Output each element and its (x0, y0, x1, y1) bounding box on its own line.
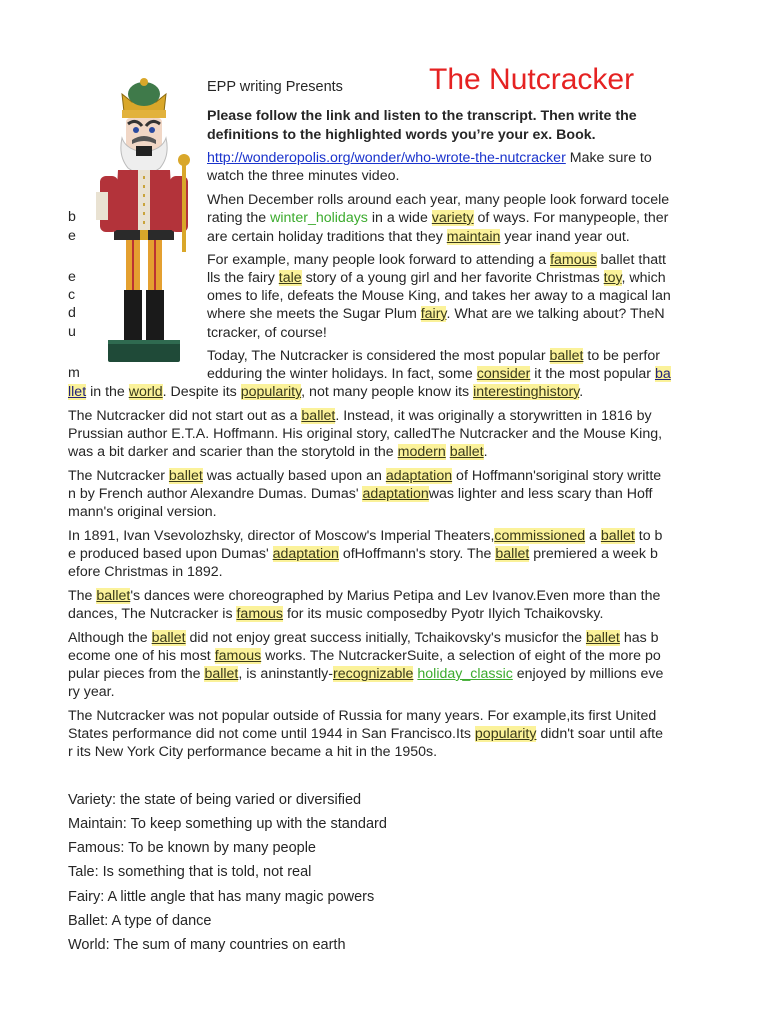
page-title: The Nutcracker (429, 63, 635, 96)
definition-item: Ballet: A type of dance (68, 913, 212, 929)
p9-line-1: The Nutcracker was not popular outside of Russia for many years. For example,its first United (68, 708, 657, 724)
margin-letter: d (68, 305, 76, 321)
highlighted-word: adaptation (385, 468, 453, 484)
definition-item: Tale: Is something that is told, not real (68, 864, 312, 880)
highlighted-word: tale (278, 270, 302, 286)
highlighted-word: world (128, 384, 163, 400)
definition-item: Variety: the state of being varied or diversified (68, 792, 362, 808)
p1-line-3: are certain holiday traditions that they maintain year inand year out. (207, 229, 630, 245)
p6-line-2: e produced based upon Dumas' adaptation ofHoffmann's story. The ballet premiered a week b (68, 546, 658, 562)
p5-line-1: The Nutcracker ballet was actually based upon an adaptation of Hoffmann'soriginal story writte (68, 468, 662, 484)
p5-line-2: n by French author Alexandre Dumas. Dumas' adaptationwas lighter and less scary than Hoff (68, 486, 653, 502)
green-text: holiday_classic (417, 666, 513, 682)
p9-line-2: States performance did not come until 1944 in San Francisco.Its popularity didn't soar until afte (68, 726, 663, 742)
margin-letter: u (68, 324, 76, 340)
highlighted-word: ballet (449, 444, 484, 460)
p3-line-2: edduring the winter holidays. In fact, some consider it the most popular ba (207, 366, 671, 382)
p2-line-5: tcracker, of course! (207, 325, 327, 341)
p6-line-1: In 1891, Ivan Vsevolozhsky, director of Moscow's Imperial Theaters,commissioned a ballet to b (68, 528, 663, 544)
definition-item: Maintain: To keep something up with the standard (68, 816, 387, 832)
highlighted-word: consider (476, 366, 531, 382)
highlighted-word: ballet (168, 468, 203, 484)
highlighted-word: interestinghistory (473, 384, 580, 400)
p3-line-3: llet in the world. Despite its popularity, not many people know its interestinghistory. (68, 384, 584, 400)
p2-line-2: lls the fairy tale story of a young girl and her favorite Christmas toy, which (207, 270, 666, 286)
p2-line-4: where she meets the Sugar Plum fairy. What are we talking about? TheN (207, 306, 665, 322)
p4-line-2: Prussian author E.T.A. Hoffmann. His original story, calledThe Nutcracker and the Mouse King, (68, 426, 663, 442)
margin-letter: e (68, 228, 76, 244)
link-line (207, 149, 652, 167)
wonderopolis-link[interactable]: http://wonderopolis.org/wonder/who-wrote-the-nutcracker (207, 150, 566, 166)
p4-line-1: The Nutcracker did not start out as a ballet. Instead, it was originally a storywritten in 1816 by (68, 408, 652, 424)
highlighted-word: commissioned (494, 528, 586, 544)
p8-line-2: ecome one of his most famous works. The NutcrackerSuite, a selection of eight of the more po (68, 648, 661, 664)
highlighted-word: ballet (495, 546, 530, 562)
highlighted-word: popularity (474, 726, 537, 742)
p7-line-1: The ballet's dances were choreographed by Marius Petipa and Lev Ivanov.Even more than the (68, 588, 661, 604)
highlighted-word: ballet (96, 588, 131, 604)
highlighted-word: ballet (585, 630, 620, 646)
highlighted-word: adaptation (362, 486, 429, 502)
highlighted-word: ballet (151, 630, 186, 646)
margin-letter: e (68, 269, 76, 285)
highlighted-word: ballet (549, 348, 584, 364)
definition-item: Fairy: A little angle that has many magic powers (68, 889, 375, 905)
green-text: winter_holidays (270, 210, 368, 226)
highlighted-word: popularity (240, 384, 302, 400)
margin-letter: b (68, 209, 76, 225)
p3-line-1: Today, The Nutcracker is considered the most popular ballet to be perfor (207, 348, 660, 364)
p9-line-3: r its New York City performance became a hit in the 1950s. (68, 744, 438, 760)
instructions-line-1: Please follow the link and listen to the transcript. Then write the (207, 108, 637, 124)
presents-label: EPP writing Presents (207, 79, 343, 95)
p2-line-3: omes to life, defeats the Mouse King, and takes her away to a magical lan (207, 288, 671, 304)
link-after-text: Make sure to (565, 150, 652, 166)
nutcracker-figure-image (88, 72, 200, 370)
highlighted-word: ballet (204, 666, 239, 682)
instructions (207, 107, 637, 144)
highlighted-word: famous (236, 606, 284, 622)
p1-line-2: rating the winter_holidays in a wide variety of ways. For manypeople, ther (207, 210, 669, 226)
link-line-2: watch the three minutes video. (207, 168, 400, 184)
highlighted-word: recognizable (332, 666, 414, 682)
p8-line-1: Although the ballet did not enjoy great success initially, Tchaikovsky's musicfor the ballet has b (68, 630, 659, 646)
p8-line-3: pular pieces from the ballet, is aninstantly-recognizable holiday_classic enjoyed by millions eve (68, 666, 664, 682)
margin-letter: m (68, 365, 80, 381)
highlighted-word: variety (431, 210, 474, 226)
definition-item: Famous: To be known by many people (68, 840, 316, 856)
highlighted-word: toy (603, 270, 622, 286)
p6-line-3: efore Christmas in 1892. (68, 564, 223, 580)
highlighted-word: famous (550, 252, 597, 268)
p5-line-3: mann's original version. (68, 504, 217, 520)
p8-line-4: ry year. (68, 684, 115, 700)
highlighted-word: famous (214, 648, 262, 664)
p2-line-1: For example, many people look forward to attending a famous ballet thatt (207, 252, 667, 268)
p1-line-1: When December rolls around each year, many people look forward tocele (207, 192, 670, 208)
highlighted-word: llet (68, 384, 87, 400)
margin-letter: c (68, 287, 76, 303)
highlighted-word: fairy (420, 306, 447, 322)
highlighted-word: maintain (446, 229, 501, 245)
highlighted-word: modern (397, 444, 446, 460)
p4-line-3: was a bit darker and scarier than the storytold in the modern ballet. (68, 444, 488, 460)
instructions-line-2: definitions to the highlighted words you’re your ex. Book. (207, 126, 596, 143)
highlighted-word: ballet (600, 528, 635, 544)
p7-line-2: dances, The Nutcracker is famous for its music composedby Pyotr Ilyich Tchaikovsky. (68, 606, 604, 622)
highlighted-word: ba (654, 366, 671, 382)
highlighted-word: ballet (301, 408, 336, 424)
highlighted-word: adaptation (272, 546, 339, 562)
definition-item: World: The sum of many countries on earth (68, 937, 346, 953)
